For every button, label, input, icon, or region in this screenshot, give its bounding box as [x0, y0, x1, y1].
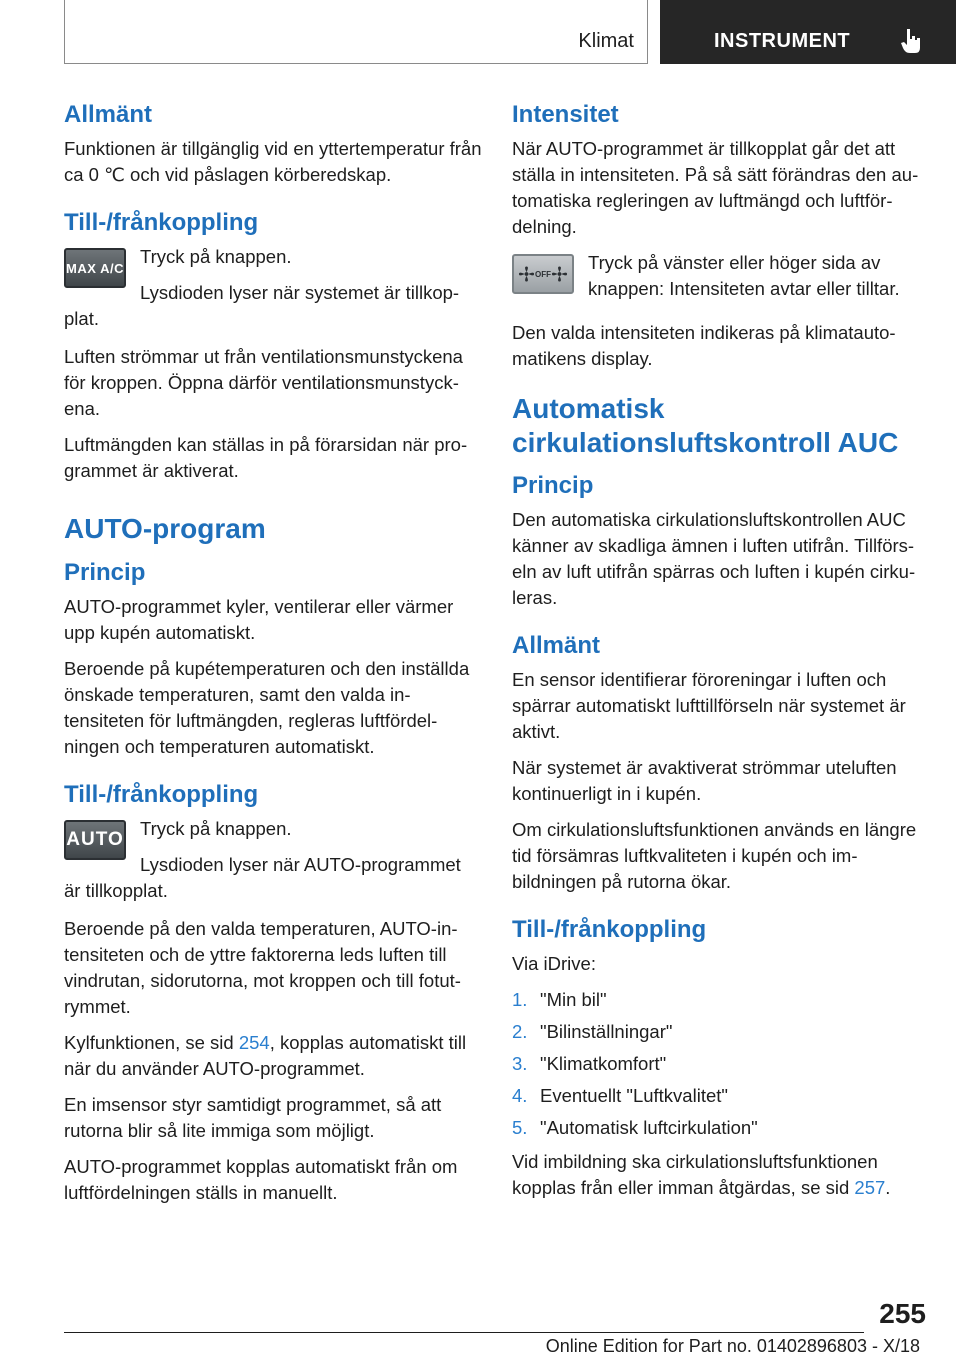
steps-list [512, 987, 932, 1141]
paragraph: Via iDrive: [512, 953, 596, 975]
paragraph: Tryck på knappen. [140, 246, 292, 267]
page-link[interactable]: 254 [238, 1031, 270, 1053]
list-item: 2. "Bilinställningar" [512, 1021, 673, 1043]
paragraph: Lysdioden lyser när systemet är tillkopplat. [64, 282, 460, 329]
left-column [64, 100, 482, 1216]
list-item: 4. Eventuellt "Luftkvalitet" [512, 1085, 728, 1107]
heading-till-franckoppling: Till-/frånkoppling [64, 780, 259, 808]
heading-intensitet: Intensitet [512, 101, 619, 128]
paragraph: När systemet är avaktiverat strömmar uteluften kontinuerligt in i kupén. [512, 757, 897, 805]
paragraph: Luften strömmar ut från ventilationsmunstyckena för kroppen. Öppna därför ventilationsmunstyckena. [64, 346, 463, 419]
chapter-tab-label: INSTRUMENT [714, 30, 851, 52]
list-item: 5. "Automatisk luftcirkulation" [512, 1117, 758, 1139]
paragraph: Om cirkulationsluftsfunktionen används en längre tid försämras luftkvaliteten i kupén och imbildningen på rutorna ökar. [512, 819, 917, 893]
list-item: 1. "Min bil" [512, 989, 607, 1011]
heading-till-franckoppling: Till-/frånkoppling [512, 916, 707, 944]
hand-pointer-icon [896, 26, 926, 56]
paragraph: Tryck på knappen. [140, 817, 292, 839]
max-ac-button-image: MAX A/C [64, 248, 126, 288]
paragraph: AUTO-programmet kopplas automatiskt från om luftfördelningen ställs in manuellt. [64, 1155, 458, 1203]
paragraph: Beroende på den valda temperaturen, AUTO-intensiteten och de yttre faktorerna leds luften till vindrutan, sidorutorna, mot kroppen och till fotutrymmet. [64, 917, 461, 1017]
paragraph: Vid imbildning ska cirkulationsluftsfunktionen kopplas från eller imman åtgärdas, se sid 257. [512, 1151, 891, 1199]
button-instruction [64, 244, 482, 342]
paragraph: Beroende på kupétemperaturen och den inställda önskade temperaturen, samt den valda intensiteten för luftmängden, regleras luftfördelningen och temperaturen automatiskt. [64, 657, 470, 757]
heading-princip: Princip [512, 472, 594, 500]
heading-auto-program: AUTO-program [64, 513, 266, 544]
footer-edition: Online Edition for Part no. 01402896803 - X/18 [545, 1336, 920, 1356]
fan-icon [551, 265, 568, 283]
fan-icon [518, 265, 535, 283]
paragraph: Luftmängden kan ställas in på förarsidan när programmet är aktiverat. [64, 434, 468, 481]
heading-till-franckoppling: Till-/frånkoppling [64, 209, 259, 236]
heading-allmant: Allmänt [512, 632, 601, 660]
page-link[interactable]: 257 [854, 1177, 886, 1199]
header-frame [64, 0, 648, 64]
off-label: OFF [535, 269, 551, 279]
button-instruction [64, 816, 482, 914]
right-column [512, 100, 932, 1211]
list-item: 3. "Klimatkomfort" [512, 1053, 667, 1075]
heading-auc: Automatisk cirkulationsluftskontroll AUC [512, 393, 899, 458]
chapter-tab[interactable] [660, 0, 956, 64]
paragraph: Den valda intensiteten indikeras på klimatautomatikens display. [512, 322, 896, 369]
paragraph: Kylfunktionen, se sid 254, kopplas automatiskt till när du använder AUTO-programmet. [64, 1031, 467, 1079]
footer-divider [64, 1332, 864, 1333]
fan-intensity-button-image [512, 254, 574, 294]
heading-princip: Princip [64, 558, 146, 586]
heading-allmant: Allmänt [64, 101, 153, 128]
paragraph: Lysdioden lyser när AUTO-programmet är tillkopplat. [64, 853, 461, 901]
paragraph: En sensor identifierar föroreningar i luften och spärrar automatiskt lufttillförseln när systemet är aktivt. [512, 669, 906, 743]
auto-button-image: AUTO [64, 820, 126, 860]
paragraph: En imsensor styr samtidigt programmet, så att rutorna blir så lite immiga som möjligt. [64, 1093, 442, 1141]
button-instruction [512, 250, 932, 312]
paragraph: Den automatiska cirkulationsluftskontrollen AUC känner av skadliga ämnen i luften utifrån. Tillförseln av luft utifrån spärras och luften i kupén cirkuleras. [512, 509, 916, 609]
paragraph: AUTO-programmet kyler, ventilerar eller värmer upp kupén automatiskt. [64, 595, 454, 643]
section-title: Klimat [578, 30, 634, 52]
page-number: 255 [879, 1298, 926, 1329]
paragraph: När AUTO-programmet är tillkopplat går det att ställa in intensiteten. På så sätt förändras den automatiska regleringen av luftmängd och luftfördelning. [512, 138, 919, 237]
paragraph: Tryck på vänster eller höger sida av knappen: Intensiteten avtar eller tilltar. [588, 252, 900, 299]
paragraph: Funktionen är tillgänglig vid en yttertemperatur från ca 0 ℃ och vid påslagen körberedskap. [64, 138, 482, 185]
